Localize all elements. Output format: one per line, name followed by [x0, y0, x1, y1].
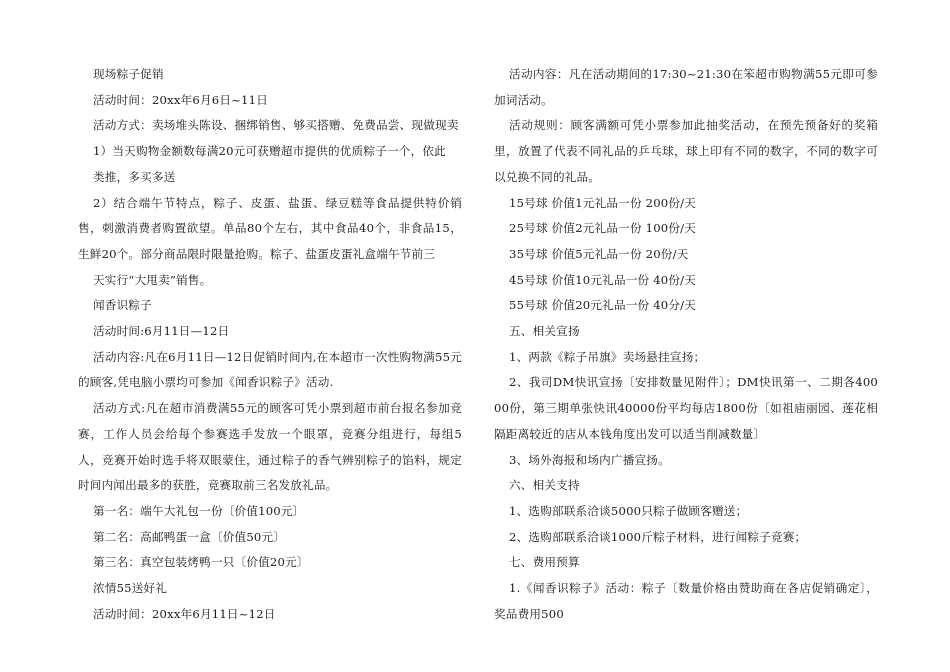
heading-publicity: 五、相关宣扬 — [509, 324, 580, 339]
smell-time: 活动时间:6月11日—12日 — [93, 324, 230, 339]
publicity-3: 3、场外海报和场内广播宣扬。 — [509, 452, 670, 467]
budget-1: 1.《闻香识粽子》活动：粽子〔数量价格由赞助商在各店促销确定〕，奖品费用500 — [494, 581, 878, 621]
promo-item-1-cont: 类推，多买多送 — [93, 169, 176, 184]
heading-smell-zongzi: 闻香识粽子 — [93, 298, 152, 313]
ball-25: 25号球 价值2元礼品一份 100份/天 — [509, 221, 697, 236]
promo-item-2-cont: 天实行“大甩卖”销售。 — [93, 272, 212, 287]
heading-onsite-zongzi-promo: 现场粽子促销 — [93, 67, 164, 81]
support-2: 2、选购部联系洽谈1000斤粽子材料，进行闻粽子竞赛； — [509, 529, 807, 544]
promo-time: 活动时间：20xx年6月6日~11日 — [93, 92, 268, 107]
ball-35: 35号球 价值5元礼品一份 20份/天 — [509, 246, 689, 261]
ball-55: 55号球 价值20元礼品一份 40分/天 — [509, 298, 697, 313]
prize-third: 第三名：真空包装烤鸭一只〔价值20元〕 — [93, 555, 309, 570]
promo-item-2: 2）结合端午节特点，粽子、皮蛋、盐蛋、绿豆糕等食品提供特价销售，刺激消费者购置欲望。单品80个左右，其中食品40个，非食品15，生鲜20个。部分商品限时限量抢购。粽子、盐蛋皮蛋礼盒端午节前三 — [78, 195, 462, 261]
smell-method: 活动方式:凡在超市消费满55元的顾客可凭小票到超市前台报名参加竞赛，工作人员会给每个参赛选手发放一个眼罩，竞赛分组进行，每组5人，竞赛开始时选手将双眼蒙住，通过粽子的香气辨别粽子的馅料，规定时间内闻出最多的获胜，竞赛取前三名发放礼品。 — [78, 401, 462, 493]
gift-rules: 活动规则：顾客满额可凭小票参加此抽奖活动，在预先预备好的奖箱里，放置了代表不同礼品的乒乓球，球上印有不同的数字，不同的数字可以兑换不同的礼品。 — [494, 118, 878, 184]
gift-content: 活动内容：凡在活动期间的17:30~21:30在笨超市购物满55元即可参加词活动。 — [494, 67, 878, 107]
prize-first: 第一名：端午大礼包一份〔价值100元〕 — [93, 503, 305, 518]
heading-55-gift: 浓情55送好礼 — [93, 581, 168, 596]
heading-support: 六、相关支持 — [509, 478, 580, 493]
smell-content: 活动内容:凡在6月11日—12日促销时间内,在本超市一次性购物满55元的顾客,凭电脑小票均可参加《闻香识粽子》活动. — [78, 349, 462, 390]
heading-budget: 七、费用预算 — [509, 555, 580, 570]
right-column — [494, 62, 878, 627]
support-1: 1、选购部联系洽谈5000只粽子做顾客赠送； — [509, 503, 748, 518]
promo-method: 活动方式：卖场堆头陈设、捆绑销售、够买搭赠、免费品尝、现做现卖 — [93, 118, 459, 133]
gift-time: 活动时间：20xx年6月11日~12日 — [93, 606, 276, 621]
ball-45: 45号球 价值10元礼品一份 40份/天 — [509, 272, 697, 287]
prize-second: 第二名：高邮鸭蛋一盒〔价值50元〕 — [93, 529, 286, 544]
ball-15: 15号球 价值1元礼品一份 200份/天 — [509, 195, 697, 210]
publicity-2: 2、我司DM快讯宣扬〔安排数量见附件〕；DM快讯第一、二期各40000份，第三期单张快讯40000份平均每店1800份〔如祖庙丽园、莲花相隔距离较近的店从本钱角度出发可以适当削减数量〕 — [494, 375, 878, 441]
left-column — [78, 62, 462, 627]
publicity-1: 1、两款《粽子吊旗》卖场悬挂宣扬； — [509, 349, 706, 364]
promo-item-1: 1）当天购物金额数每满20元可获赠超市提供的优质粽子一个，依此 — [93, 144, 446, 159]
